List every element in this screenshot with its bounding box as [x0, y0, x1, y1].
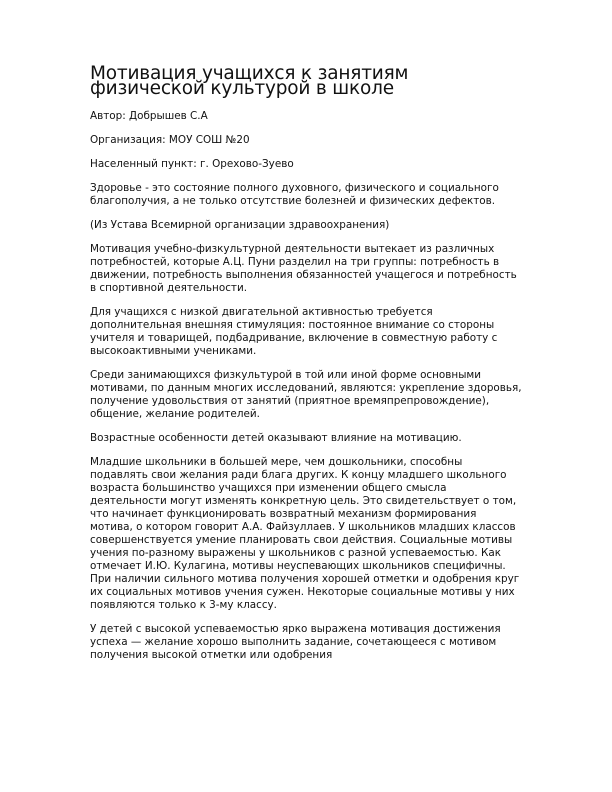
- paragraph-junior-schoolchildren: Младшие школьники в большей мере, чем дошкольники, способны подавлять свои желания ради блага других. К концу младшего школьного возраста большинство учащихся при изменении общего смысла деятельности могут изменять конкретную цель. Это свидетельствует о том, что начинает функционировать возвратный механизм формирования мотива, о котором говорит А.А. Файзуллаев. У школьников младших классов совершенствуется умение планировать свои действия. Социальные мотивы учения по-разному выражены у школьников с разной успеваемостью. Как отмечает И.Ю. Кулагина, мотивы неуспевающих школьников специфичны. При наличии сильного мотива получения хорошей отметки и одобрения круг их социальных мотивов учения сужен. Некоторые социальные мотивы у них появляются только к 3-му классу.: [90, 456, 520, 611]
- paragraph-high-achievers: У детей с высокой успеваемостью ярко выражена мотивация достижения успеха — желание хорошо выполнить задание, сочетающееся с мотивом получения высокой отметки или одобрения: [90, 623, 501, 661]
- paragraph-low-activity: Для учащихся с низкой двигательной активностью требуется дополнительная внешняя стимуляция: постоянное внимание со стороны учителя и товарищей, подбадривание, включение в совместную работу с высокоактивными учениками.: [90, 306, 498, 357]
- document-title: Мотивация учащихся к занятиям физической культурой в школе: [90, 63, 409, 99]
- document-page: [90, 63, 522, 673]
- paragraph-main-motives: Среди занимающихся физкультурой в той или иной форме основными мотивами, по данным многих исследований, являются: укрепление здоровья, получение удовольствия от занятий (приятное времяпрепровождение), общение, желание родителей.: [90, 369, 522, 420]
- paragraph-motivation-needs: Мотивация учебно-физкультурной деятельности вытекает из различных потребностей, которые А.Ц. Пуни разделил на три группы: потребность в движении, потребность выполнения обязанностей учащегося и потребность в спортивной деятельности.: [90, 243, 517, 294]
- paragraph-health-definition: Здоровье - это состояние полного духовного, физического и социального благополучия, а не только отсутствие болезней и физических дефектов.: [90, 182, 499, 207]
- author-line: Автор: Добрышев С.А: [90, 110, 208, 122]
- locality-line: Населенный пункт: г. Орехово-Зуево: [90, 158, 294, 170]
- organization-line: Организация: МОУ СОШ №20: [90, 134, 250, 146]
- paragraph-who-source: (Из Устава Всемирной организации здравоохранения): [90, 219, 390, 231]
- paragraph-age-features: Возрастные особенности детей оказывают влияние на мотивацию.: [90, 432, 462, 444]
